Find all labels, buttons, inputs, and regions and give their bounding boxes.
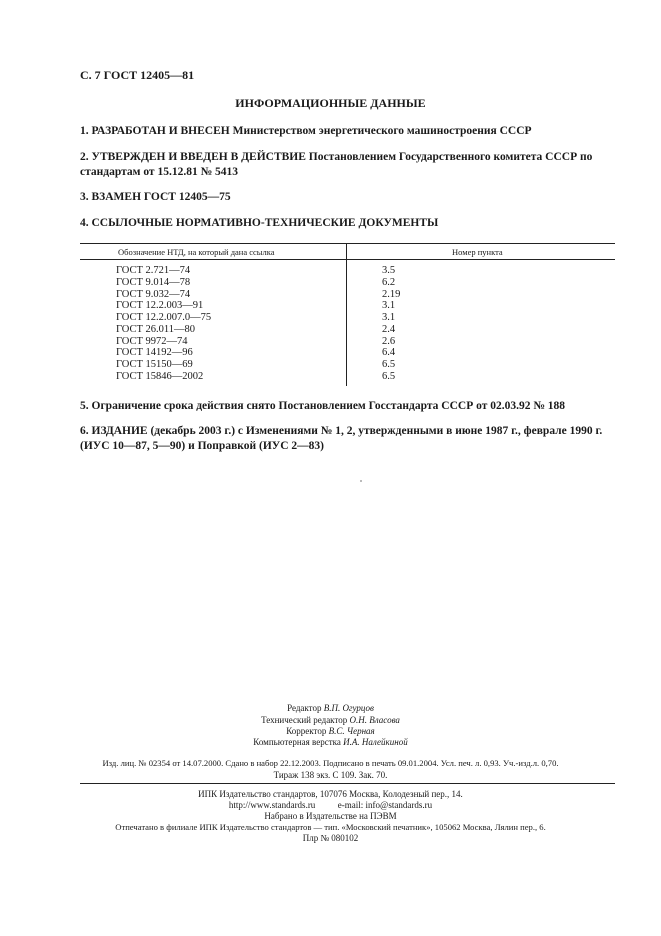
item-bold: РАЗРАБОТАН И ВНЕСЕН: [91, 125, 230, 137]
table-header-rule: [80, 259, 615, 260]
table-row-doc: ГОСТ 15150—69: [116, 359, 193, 370]
table-header-clause: Номер пункта: [452, 247, 503, 257]
footer-divider: [80, 783, 615, 784]
item-number: 2.: [80, 151, 89, 163]
scan-speck: [360, 480, 362, 482]
table-row-doc: ГОСТ 9.032—74: [116, 289, 191, 300]
table-row-clause: 6.5: [382, 371, 396, 382]
imprint-line: Изд. лиц. № 02354 от 14.07.2000. Сдано в набор 22.12.2003. Подписано в печать 09.01.2004. Усл. печ. л. 0,93. Уч.-изд.л. 0,70.: [102, 758, 559, 768]
credit-role: Технический редактор: [261, 715, 348, 725]
item-bold: ИЗДАНИЕ: [91, 425, 148, 437]
info-item-4: [80, 216, 620, 231]
table-row-clause: 2.6: [382, 336, 396, 347]
info-item-6: [80, 424, 620, 454]
publisher-web: http://www.standards.ru e-mail: info@standards.ru: [228, 800, 433, 810]
page-header: С. 7 ГОСТ 12405—81: [80, 68, 195, 82]
credit-name: И.А. Налейкиной: [343, 737, 408, 747]
item-bold: ВЗАМЕН ГОСТ 12405—75: [91, 191, 231, 203]
publisher-line: Плр № 080102: [302, 833, 359, 843]
credit-name: В.П. Огурцов: [323, 703, 374, 713]
table-row-clause: 3.5: [382, 265, 396, 276]
info-item-3: [80, 190, 620, 205]
publisher-line: ИПК Издательство стандартов, 107076 Москва, Колодезный пер., 14.: [198, 789, 463, 799]
item-text: Министерством энергетического машиностроения СССР: [229, 125, 532, 137]
credit-layout: [0, 737, 661, 747]
credit-tech-editor: [0, 715, 661, 725]
section-title: ИНФОРМАЦИОННЫЕ ДАННЫЕ: [235, 96, 426, 110]
item-number: 1.: [80, 125, 89, 137]
credit-role: Компьютерная верстка: [253, 737, 341, 747]
table-row-clause: 6.5: [382, 359, 396, 370]
table-row-doc: ГОСТ 15846—2002: [116, 371, 204, 382]
publisher-line: Набрано в Издательстве на ПЭВМ: [264, 811, 397, 821]
table-row-doc: ГОСТ 12.2.007.0—75: [116, 312, 212, 323]
table-column-divider: [346, 243, 347, 386]
item-bold: ССЫЛОЧНЫЕ НОРМАТИВНО-ТЕХНИЧЕСКИЕ ДОКУМЕНТЫ: [91, 217, 439, 229]
item-number: 3.: [80, 191, 89, 203]
table-row-doc: ГОСТ 14192—96: [116, 347, 193, 358]
item-bold: УТВЕРЖДЕН И ВВЕДЕН В ДЕЙСТВИЕ: [91, 151, 306, 163]
table-row-clause: 2.19: [382, 289, 401, 300]
table-row-clause: 6.2: [382, 277, 396, 288]
table-row-clause: 3.1: [382, 312, 396, 323]
credit-name: В.С. Черная: [328, 726, 375, 736]
imprint-line: Тираж 138 экз. С 109. Зак. 70.: [273, 770, 388, 780]
info-item-1: [80, 124, 620, 139]
table-row-doc: ГОСТ 9.014—78: [116, 277, 191, 288]
table-row-doc: ГОСТ 26.011—80: [116, 324, 196, 335]
credit-editor: [0, 703, 661, 713]
table-row-doc: ГОСТ 9972—74: [116, 336, 188, 347]
table-header-document: Обозначение НТД, на который дана ссылка: [118, 247, 275, 257]
item-text: Постановлением Государственного комитета СССР по стандартам от 15.12.81 № 5413: [80, 151, 593, 178]
item-number: 5.: [80, 400, 89, 412]
credit-role: Корректор: [286, 726, 327, 736]
table-row-doc: ГОСТ 2.721—74: [116, 265, 191, 276]
credit-name: О.Н. Власова: [349, 715, 400, 725]
table-top-rule: [80, 243, 615, 244]
publisher-line: Отпечатано в филиале ИПК Издательство стандартов — тип. «Московский печатник», 105062 Москва, Лялин пер., 6.: [115, 822, 546, 832]
table-row-doc: ГОСТ 12.2.003—91: [116, 300, 204, 311]
table-row-clause: 2.4: [382, 324, 396, 335]
table-row-clause: 6.4: [382, 347, 396, 358]
item-number: 4.: [80, 217, 89, 229]
item-text: Ограничение срока действия снято Постановлением Госстандарта СССР от 02.03.92 № 188: [91, 400, 566, 412]
item-number: 6.: [80, 425, 89, 437]
credit-role: Редактор: [287, 703, 322, 713]
table-row-clause: 3.1: [382, 300, 396, 311]
credit-corrector: [0, 726, 661, 736]
info-item-5: [80, 399, 620, 414]
item-text: (декабрь 2003 г.) с Изменениями № 1, 2, утвержденными в июне 1987 г., феврале 1990 г. (ИУС 10—87, 5—90) и Поправкой (ИУС 2—83): [80, 425, 603, 452]
info-item-2: [80, 150, 620, 180]
